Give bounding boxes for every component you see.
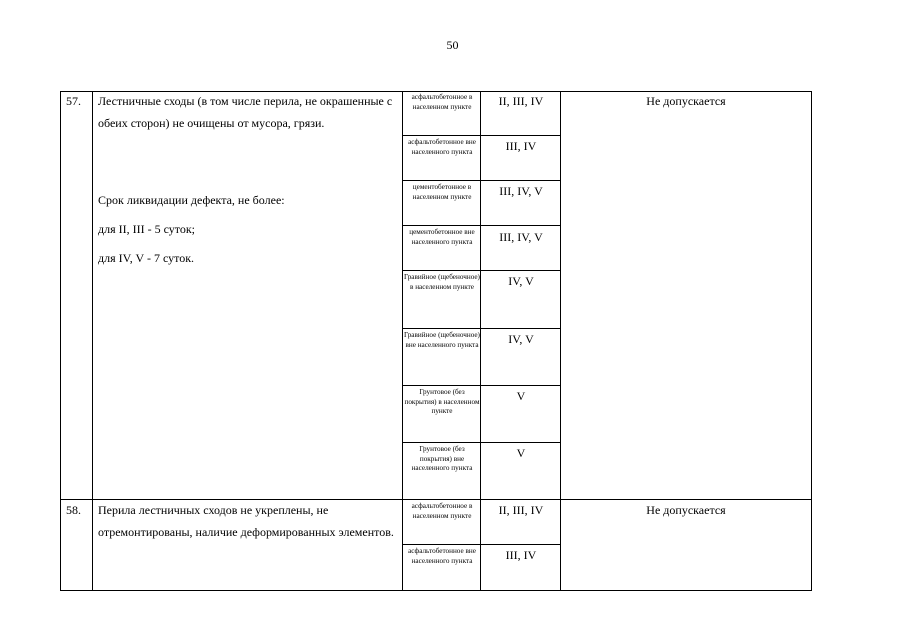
coverage-type: асфальтобетонное в населенном пункте [411,93,473,111]
defect-description [98,91,394,134]
column-divider-description [402,91,403,591]
coverage-type: Грунтовое (без покрытия) в населенном пункте [404,388,480,416]
row-number: 57. [66,94,81,108]
deadline-item: для IV, V - 7 суток. [98,251,195,265]
coverage-type: асфальтобетонное в населенном пункте [411,502,473,520]
road-classes: V [516,389,526,403]
road-classes: II, III, IV [498,503,544,517]
subrow-divider [402,135,561,136]
road-classes: II, III, IV [498,94,544,108]
road-classes: III, IV [505,139,537,153]
defect-text: Лестничные сходы (в том числе перила, не окрашенные с обеих сторон) не очищены от мусора, грязи. [98,94,393,130]
coverage-type: цементобетонное в населенном пункте [412,183,472,201]
deadline-title: Срок ликвидации дефекта, не более: [98,193,285,207]
subrow-divider [402,544,561,545]
coverage-type: асфальтобетонное вне населенного пункта [408,138,476,156]
requirement-note: Не допускается [646,94,726,108]
defect-text: Перила лестничных сходов не укреплены, не отремонтированы, наличие деформированных элементов. [98,503,394,539]
subrow-divider [402,270,561,271]
road-classes: IV, V [508,332,534,346]
subrow-divider [402,225,561,226]
coverage-type: Гравийное (щебеночное) вне населенного пункта [404,331,480,349]
table-border-right [811,91,812,591]
road-classes: III, IV [505,548,537,562]
row-number: 58. [66,503,81,517]
coverage-type: цементобетонное вне населенного пункта [409,228,475,246]
deadline-block [98,186,394,273]
table-border-bottom [60,590,812,591]
road-classes: III, IV, V [499,184,543,198]
coverage-type: Гравийное (щебеночное) в населенном пункте [404,273,480,291]
coverage-type: Грунтовое (без покрытия) вне населенного пункта [411,445,473,473]
road-classes: III, IV, V [499,230,543,244]
road-classes: IV, V [508,274,534,288]
defect-description [98,500,394,543]
column-divider-coverage [480,91,481,591]
subrow-divider [402,180,561,181]
requirement-note: Не допускается [646,503,726,517]
subrow-divider [402,328,561,329]
subrow-divider [402,385,561,386]
road-classes: V [516,446,526,460]
page-number: 50 [446,38,459,52]
deadline-item: для II, III - 5 суток; [98,222,196,236]
subrow-divider [402,442,561,443]
column-divider-number [92,91,93,591]
coverage-type: асфальтобетонное вне населенного пункта [408,547,476,565]
table-border-left [60,91,61,591]
